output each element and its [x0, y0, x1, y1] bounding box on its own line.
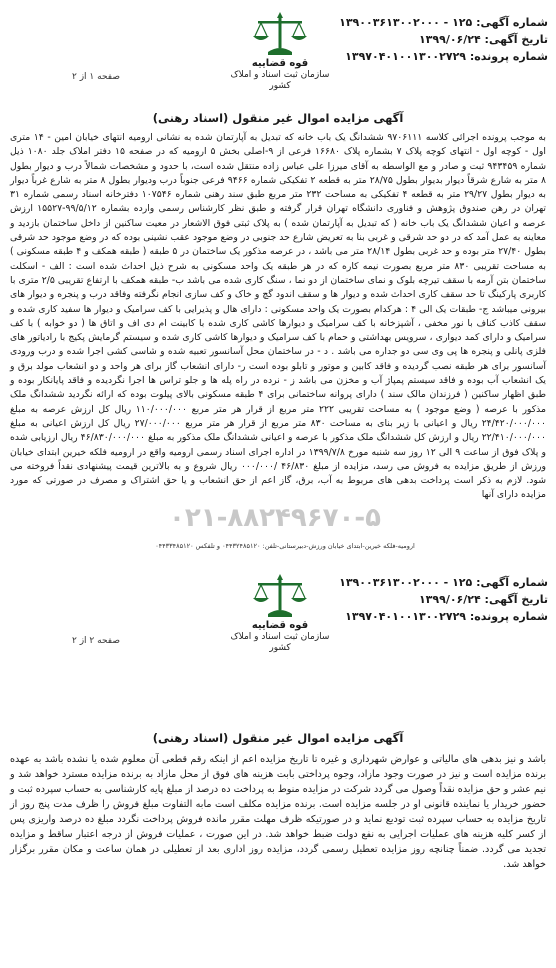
phone-watermark: ۰۲۱-۸۸۲۴۹۶۷۰-۵ — [168, 503, 381, 533]
ad-date: تاریخ آگهی: ۱۳۹۹/۰۶/۲۴ — [418, 33, 548, 46]
ad-number: شماره آگهی: ۱۲۵ - ۱۳۹۰۰۳۶۱۳۰۰۲۰۰۰ — [339, 16, 548, 29]
ad-meta — [339, 574, 548, 625]
notice-title: آگهی مزایده اموال غیر منقول (اسناد رهنی) — [152, 731, 404, 745]
ad-number: شماره آگهی: ۱۲۵ - ۱۳۹۰۰۳۶۱۳۰۰۲۰۰۰ — [339, 576, 548, 589]
page-2 — [0, 566, 556, 968]
notice-body: به موجب پرونده اجرائی کلاسه ۹۷۰۶۱۱۱ ششدانگ یک باب خانه که تبدیل به آپارتمان شده به نشانی ارومیه انتهای خیابان امین - ۱۴ متری اول - کوچه اول - انتهای کوچه پلاک ۷ بشماره پلاک ۱۶۶۸۰ فرعی از ۹-اصلی بخش ۵ ارومیه که در صفحه ۱۵ دفتر املاک جلد ۱۰۸۰ ذیل شماره ۹۴۳۴۵۹ ثبت و صادر و مع الواسطه به آقای میرزا علی عباس زاده منتقل شده است، با حدود و مشخصات شمالاً درب و دیوار بطول ۸ متر به شارع شرقاً دیوار بدیوار بطول ۲۸/۷۵ متر به قطعه ۲ تفکیکی شماره ۹۴۶۶ فرعی جنوباً درب ودیوار بطول ۸ متر به شارع غرباً دیوار به دیوار بطول ۲۹/۲۷ متر به قطعه ۴ تفکیکی به مساحت ۲۳۲ متر مربع طبق سند رهنی شماره ۱۰۷۵۴۶ دفترخانه اسناد رسمی شماره ۳۱ تهران در رهن صندوق پژوهش و فناوری دانشگاه تهران قرار گرفته و طبق نظر کارشناس رسمی وارده بشماره ۹۹/۵/۱۲-۱۵۵۲۷ ارزش عرصه و اعیان ششدانگ یک باب خانه ( که تبدیل به آپارتمان شده ) به پلاک ثبتی فوق الاشعار در معیت ساکنین از داخل ساختمان بازدید و معاینه به عمل آمد که در دو حد شرقی و غربی بنا به تعریض شارع حد جنوبی در وضع موجود عقب نشینی بوده که در وضع موجود حد شرقی بطول ۲۷/۴۰ متر بوده و حد غربی بطول ۲۸/۱۴ متر می باشد ، در عرصه مذکور یک ساختمان در ۵ طبقه ( طبقه همکف و ۴ طبقه مسکونی ) به مساحت تقریبی ۸۳۰ متر مربع بصورت نیمه کاره که در هر طبقه یک واحد مسکونی به شرح ذیل احداث شده است : الف - اسکلت ساختمان بتن آرمه با سقف تیرچه بلوک و نمای ساختمان از دو نما ، سنگ کاری شده می باشد ب- طبقه همکف با ارتفاع تقریبی ۲/۵ متری با کاربری پارکینگ تا حد سقف کاری احداث شده و دیوار ها و سقف اندود گچ و خاک و کف سازی انجام نگرفته وفاقد درب و پنجره و دیوار های بیرونی میباشد ج- طبقات یک الی ۴ : هرکدام بصورت یک واحد مسکونی : دارای هال و پذیرایی با کف سرامیک و دیوار ها سفید کاری شده و سقف کاذب کناف با نور مخفی ، آشپزخانه با کف سرامیک و دیوارها کاشی کاری شده با کابینت ام دی اف و اتاق ها ( دو خوابه ) با کف سرامیک و دارای کمد دیواری ، سرویس بهداشتی و حمام با کف سرامیک و دیوارها کاشی کاری شده و سیستم گرمایش پکیج با رادیاتور های فلزی پانلی و پنجره ها پی وی سی دو جداره می باشد . د - در ساختمان محل آسانسور تعبیه شده و شاسی کشی اجرا شده و درب ورودی آسانسور برای هر طبقه نصب گردیده و فاقد کابین و موتور و تابلو بوده است ر- دارای انشعاب گاز برای هر واحد و دو انشعاب مولد برق و یک انشعاب آب بوده و فاقد سیستم پمپاژ آب و مخزن می باشد ز - نرده در راه پله ها و جلو تراس ها اجرا نگردیده و فاقد پایانکار بوده و طبق اظهار ساکنین ( فرزندان مالک سند ) دارای پروانه ساختمانی برای ۴ طبقه مسکونی بالای پیلوت بوده که ارائه نگردید ششدانگ ملک مذکور با عرصه ( وضع موجود ) به مساحت تقریبی ۲۲۲ متر مربع از قرار هر متر مربع ۱۱۰/۰۰۰/۰۰۰ ریال کل ارزش عرصه به مبلغ ۲۴/۴۲۰/۰۰۰/۰۰۰ ریال و اعیانی با زیر بنای به مساحت ۸۳۰ متر مربع از قرار هر متر مربع ۲۷/۰۰۰/۰۰۰ ریال کل ارزش اعیانی به مبلغ ۲۲/۴۱۰/۰۰۰/۰۰۰ ریال و ارزش کل ششدانگ ملک مذکور با عرصه و اعیانی ششدانگ ملک مذکور به مبلغ ۴۶/۸۳۰/۰۰۰/۰۰۰ ریال ارزیابی شده و پلاک فوق از ساعت ۹ الی ۱۲ روز سه شنبه مورخ ۱۳۹۹/۷/۸ در اداره اجرای اسناد رسمی ارومیه واقع در ارومیه فلکه خیرین ابتدای خیابان ورزش از طریق مزایده به فروش می رسد، مزایده از مبلغ ۴۶/۸۳۰ /۰۰۰/۰۰۰ ریال شروع و به بالاترین قیمت پیشنهادی نقداً فروخته می شود. لازم به ذکر است پرداخت بدهی های مربوط به آب، برق، گاز اعم از حق انشعاب و یا حق اشتراک و مصرف در صورتی که مورد مزایده دارای آنها — [10, 132, 547, 501]
scales-emblem-icon — [250, 8, 310, 58]
page-number: صفحه ۱ از ۲ — [72, 72, 120, 82]
emblem-label: قوه قضاییه — [251, 58, 309, 69]
notice-body: باشد و نیز بدهی های مالیاتی و عوارض شهرداری و غیره تا تاریخ مزایده اعم از اینکه رقم قطعی آن معلوم شده یا نشده باشد به عهده برنده مزایده است و نیز در صورت وجود مازاد، وجوه پرداختی بابت هزینه های فوق از محل مازاد به برنده مزایده مسترد خواهد شد و نیم عشر و حق مزایده نقداً وصول می گردد شرکت در مزایده منوط به پرداخت ده درصد از مبلغ پایه کارشناسی به حساب سپرده ثبت و حضور خریدار یا نماینده قانونی او در جلسه مزایده است. برنده مزایده مکلف است مابه التفاوت مبلغ فروش را ظرف مدت پنج روز از تاریخ مزایده به حساب سپرده ثبت تودیع نماید و در صورتیکه ظرف مهلت مقرر مانده فروش پرداخت نگردد مبلغ ده درصد واریزی پس از کسر کلیه هزینه های عملیات اجرایی به نفع دولت ضبط خواهد شد. در این صورت ، عملیات فروش از درجه اعتبار ساقط و مزایده تجدید می گردد. ضمناً چنانچه روز مزایده تعطیل رسمی گردد، مزایده روز اداری بعد از تعطیلی در همان ساعت و مکان مقرر برگزار خواهد شد. — [10, 754, 546, 870]
ad-date: تاریخ آگهی: ۱۳۹۹/۰۶/۲۴ — [418, 593, 548, 606]
office-address-footer: ارومیه-فلکه خیرین-ابتدای خیابان ورزش-دبیرستانی-تلفن: ۰۴۴۳۲۴۸۵۱۲۰ و تلفکس ۰۴۴۳۳۴۸۵۱۲۰ — [155, 542, 415, 550]
judiciary-emblem — [225, 570, 335, 654]
judiciary-emblem — [225, 8, 335, 92]
emblem-label: قوه قضاییه — [251, 620, 309, 631]
emblem-org-label: سازمان ثبت اسناد و املاک کشور — [230, 70, 330, 91]
page-number: صفحه ۲ از ۲ — [72, 636, 120, 646]
case-number: شماره پرونده: ۱۳۹۷۰۴۰۱۰۰۱۳۰۰۲۷۲۹ — [345, 50, 548, 63]
scales-emblem-icon — [250, 570, 310, 620]
notice-title: آگهی مزایده اموال غیر منقول (اسناد رهنی) — [152, 111, 404, 125]
emblem-org-label: سازمان ثبت اسناد و املاک کشور — [230, 632, 330, 653]
case-number: شماره پرونده: ۱۳۹۷۰۴۰۱۰۰۱۳۰۰۲۷۲۹ — [345, 610, 548, 623]
ad-meta — [339, 14, 548, 65]
